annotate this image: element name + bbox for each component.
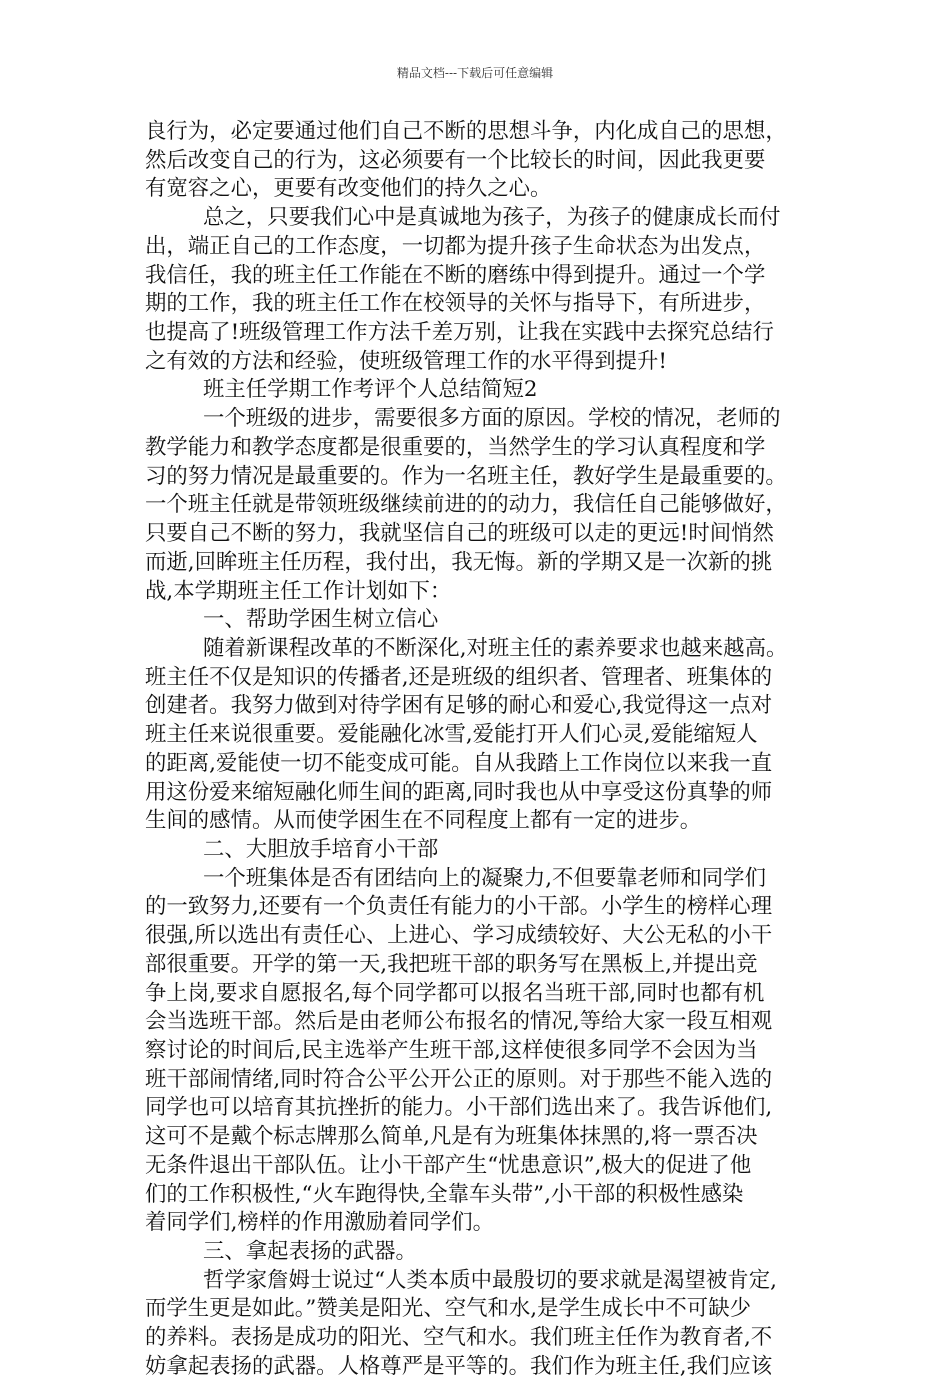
text-line: 的距离,爱能使一切不能变成可能。自从我踏上工作岗位以来我一直 xyxy=(145,750,773,776)
page-header-note: 精品文档---下载后可任意编辑 xyxy=(396,66,554,80)
text-line: 随着新课程改革的不断深化,对班主任的素养要求也越来越高。 xyxy=(203,635,788,661)
text-line: 而学生更是如此。”赞美是阳光、空气和水,是学生成长中不可缺少 xyxy=(145,1296,751,1322)
text-line: 三、拿起表扬的武器。 xyxy=(203,1239,417,1265)
text-line: 一个班集体是否有团结向上的凝聚力,不但要靠老师和同学们 xyxy=(203,865,766,891)
text-line: 无条件退出干部队伍。让小干部产生“忧患意识”,极大的促进了他 xyxy=(145,1152,752,1178)
text-line: 察讨论的时间后,民主选举产生班干部,这样使很多同学不会因为当 xyxy=(145,1038,758,1063)
text-line: 部很重要。开学的第一天,我把班干部的职务写在黑板上,并提出竞 xyxy=(145,951,758,977)
text-line: 的一致努力,还要有一个负责任有能力的小干部。小学生的榜样心理 xyxy=(145,894,773,920)
text-line: 妨拿起表扬的武器。人格尊严是平等的。我们作为班主任,我们应该 xyxy=(145,1353,773,1379)
document-body xyxy=(145,118,815,1382)
text-line: 我信任，我的班主任工作能在不断的磨练中得到提升。通过一个学 xyxy=(145,262,766,288)
text-line: 而逝,回眸班主任历程，我付出，我无悔。新的学期又是一次新的挑 xyxy=(145,549,773,575)
text-line: 班干部闹情绪,同时符合公平公开公正的原则。对于那些不能入选的 xyxy=(145,1066,773,1092)
text-line: 哲学家詹姆士说过“人类本质中最殷切的要求就是渴望被肯定, xyxy=(203,1267,777,1293)
text-line: 争上岗,要求自愿报名,每个同学都可以报名当班干部,同时也都有机 xyxy=(145,980,765,1006)
text-line: 也提高了!班级管理工作方法千差万别，让我在实践中去探究总结行 xyxy=(145,320,774,346)
text-line: 有宽容之心，更要有改变他们的持久之心。 xyxy=(145,176,552,202)
text-line: 同学也可以培育其抗挫折的能力。小干部们选出来了。我告诉他们, xyxy=(145,1095,773,1121)
text-line: 良行为，必定要通过他们自己不断的思想斗争，内化成自己的思想， xyxy=(145,119,787,144)
text-line: 这可不是戴个标志牌那么简单,凡是有为班集体抹黑的,将一票否决 xyxy=(145,1124,758,1150)
text-line: 着同学们,榜样的作用激励着同学们。 xyxy=(145,1210,495,1236)
text-line: 一个班主任就是带领班级继续前进的的动力，我信任自己能够做好， xyxy=(145,492,787,518)
text-line: 一个班级的进步，需要很多方面的原因。学校的情况，老师的 xyxy=(203,406,781,432)
text-line: 的养料。表扬是成功的阳光、空气和水。我们班主任作为教育者,不 xyxy=(145,1325,773,1351)
text-line: 班主任不仅是知识的传播者,还是班级的组织者、管理者、班集体的 xyxy=(145,664,773,690)
text-line: 用这份爱来缩短融化师生间的距离,同时我也从中享受这份真挚的师 xyxy=(145,779,773,805)
text-line: 会当选班干部。然后是由老师公布报名的情况,等给大家一段互相观 xyxy=(145,1009,773,1035)
text-line: 们的工作积极性,“火车跑得快,全靠车头带”,小干部的积极性感染 xyxy=(145,1181,744,1207)
text-line: 战,本学期班主任工作计划如下： xyxy=(145,578,452,604)
text-line: 创建者。我努力做到对待学困有足够的耐心和爱心,我觉得这一点对 xyxy=(145,693,773,719)
text-line: 习的努力情况是最重要的。作为一名班主任，教好学生是最重要的。 xyxy=(145,463,787,489)
text-line: 出，端正自己的工作态度，一切都为提升孩子生命状态为出发点， xyxy=(145,233,766,259)
text-line: 班主任来说很重要。爱能融化冰雪,爱能打开人们心灵,爱能缩短人 xyxy=(145,722,758,748)
text-line: 然后改变自己的行为，这必须要有一个比较长的时间，因此我更要 xyxy=(145,147,766,173)
text-line: 之有效的方法和经验，使班级管理工作的水平得到提升! xyxy=(145,348,667,374)
text-line: 一、帮助学困生树立信心 xyxy=(203,607,439,633)
text-line: 教学能力和教学态度都是很重要的，当然学生的学习认真程度和学 xyxy=(145,434,766,460)
text-line: 班主任学期工作考评个人总结简短2 xyxy=(203,377,538,403)
text-line: 只要自己不断的努力，我就坚信自己的班级可以走的更远!时间悄然 xyxy=(145,521,774,547)
text-line: 期的工作，我的班主任工作在校领导的关怀与指导下，有所进步， xyxy=(145,291,766,317)
text-line: 生间的感情。从而使学困生在不同程度上都有一定的进步。 xyxy=(145,808,702,834)
text-line: 总之，只要我们心中是真诚地为孩子，为孩子的健康成长而付 xyxy=(203,205,781,231)
text-line: 很强,所以选出有责任心、上进心、学习成绩较好、大公无私的小干 xyxy=(145,923,773,949)
text-line: 二、大胆放手培育小干部 xyxy=(203,836,439,862)
